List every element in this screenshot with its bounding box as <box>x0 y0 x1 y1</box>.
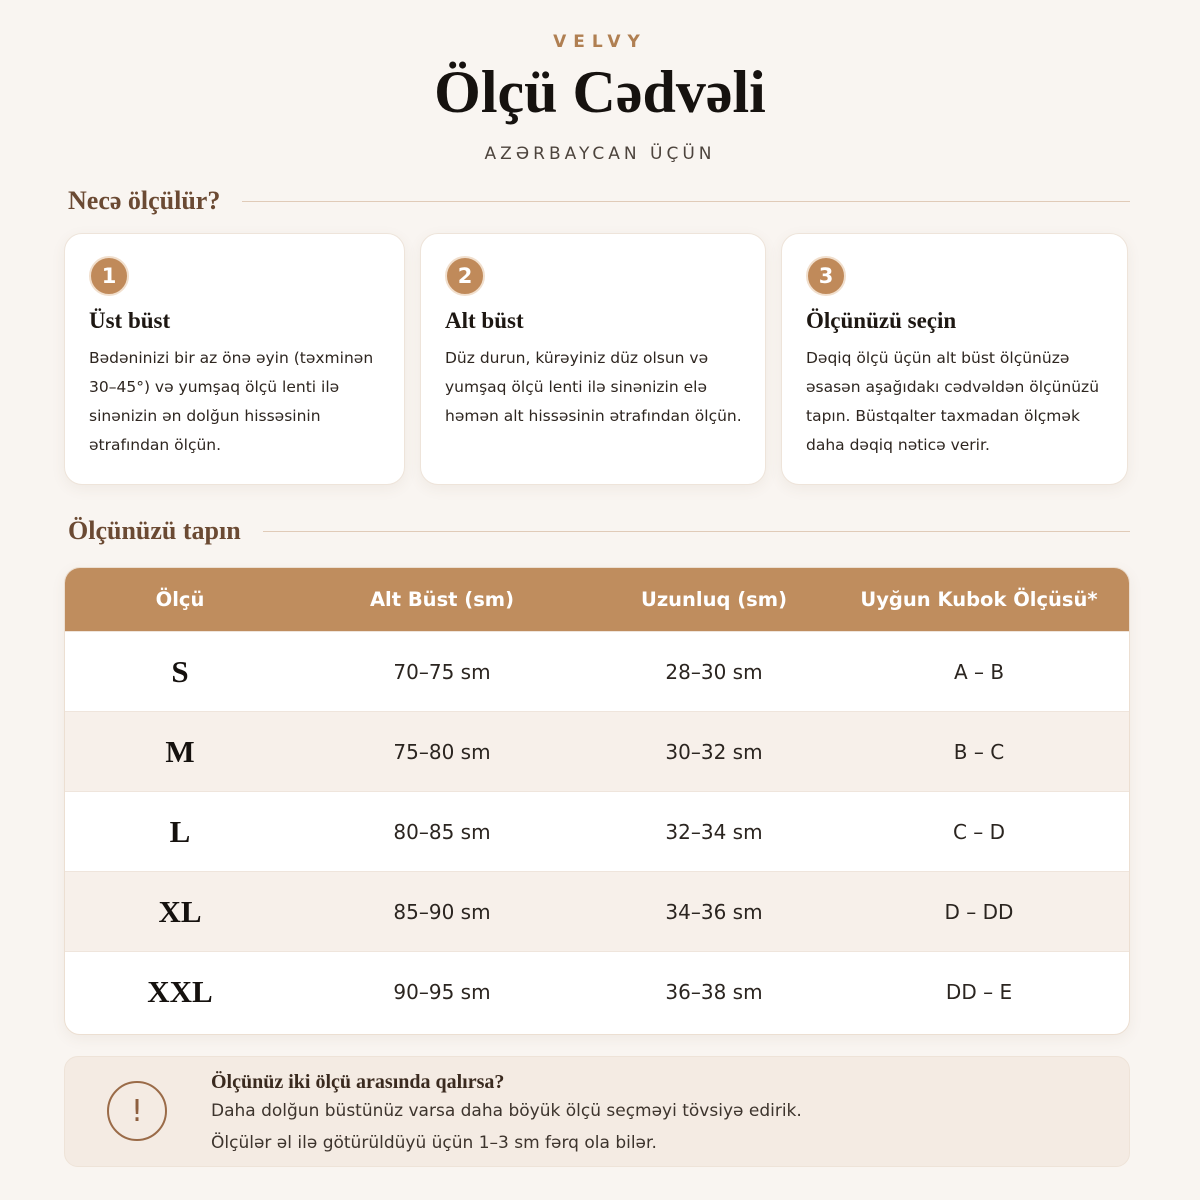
size-cell: L <box>169 814 191 849</box>
underbust-cell: 70–75 sm <box>393 660 491 684</box>
section-title: Ölçünüzü tapın <box>68 516 241 545</box>
fit-tip-note <box>64 1056 1130 1167</box>
length-cell: 32–34 sm <box>665 820 763 844</box>
table-row <box>65 951 1129 1031</box>
column-header-size: Ölçü <box>155 588 205 611</box>
size-cell: M <box>165 734 195 769</box>
cup-cell: D – DD <box>944 900 1014 924</box>
step-title: Ölçünüzü seçin <box>806 308 957 333</box>
step-title: Üst büst <box>89 308 171 333</box>
note-line: Ölçülər əl ilə götürüldüyü üçün 1–3 sm fərq ola bilər. <box>211 1133 657 1153</box>
underbust-cell: 85–90 sm <box>393 900 491 924</box>
table-row <box>65 871 1129 951</box>
table-row <box>65 631 1129 711</box>
cup-cell: A – B <box>953 660 1005 684</box>
divider <box>263 531 1130 532</box>
note-line: Daha dolğun büstünüz varsa daha böyük ölçü seçməyi tövsiyə edirik. <box>211 1101 802 1121</box>
column-header-cup: Uyğun Kubok Ölçüsü* <box>860 588 1098 611</box>
step-description: Düz durun, kürəyiniz düz olsun və yumşaq ölçü lenti ilə sinənizin elə həmən alt hissəsinin ətrafından ölçün. <box>445 349 742 425</box>
table-row <box>65 711 1129 791</box>
step-card-1 <box>64 233 405 485</box>
length-cell: 36–38 sm <box>665 980 763 1004</box>
step-card-3 <box>781 233 1128 485</box>
size-cell: XXL <box>147 974 213 1009</box>
size-cell: S <box>171 654 189 689</box>
exclamation-circle-icon: ! <box>107 1081 167 1141</box>
underbust-cell: 90–95 sm <box>393 980 491 1004</box>
step-description: Dəqiq ölçü üçün alt büst ölçünüzə əsasən aşağıdakı cədvəldən ölçünüzü tapın. Büstqalter taxmadan ölçmək daha dəqiq nəticə verir. <box>806 349 1100 454</box>
table-row <box>65 791 1129 871</box>
column-header-underbust: Alt Büst (sm) <box>369 588 515 611</box>
find-size-heading <box>68 516 1130 546</box>
step-card-2 <box>420 233 766 485</box>
section-title: Necə ölçülür? <box>68 186 221 215</box>
divider <box>242 201 1130 202</box>
column-header-length: Uzunluq (sm) <box>640 588 787 611</box>
underbust-cell: 80–85 sm <box>393 820 491 844</box>
length-cell: 34–36 sm <box>665 900 763 924</box>
size-table <box>64 567 1130 1035</box>
length-cell: 28–30 sm <box>665 660 763 684</box>
step-number-badge: 1 <box>89 256 129 296</box>
page-subtitle: AZƏRBAYCAN ÜÇÜN <box>484 144 716 164</box>
how-to-measure-heading <box>68 186 1130 216</box>
underbust-cell: 75–80 sm <box>393 740 491 764</box>
step-title: Alt büst <box>445 308 524 333</box>
step-number-badge: 3 <box>806 256 846 296</box>
cup-cell: DD – E <box>945 980 1013 1004</box>
brand-name: VELVY <box>553 32 647 52</box>
step-description: Bədəninizi bir az önə əyin (təxminən 30–45°) və yumşaq ölçü lenti ilə sinənizin ən dolğun hissəsinin ətrafından ölçün. <box>89 349 374 454</box>
table-header <box>65 568 1129 631</box>
size-cell: XL <box>158 894 202 929</box>
cup-cell: C – D <box>952 820 1006 844</box>
step-number-badge: 2 <box>445 256 485 296</box>
page-title: Ölçü Cədvəli <box>434 59 766 125</box>
cup-cell: B – C <box>953 740 1005 764</box>
note-title: Ölçünüz iki ölçü arasında qalırsa? <box>211 1071 505 1093</box>
length-cell: 30–32 sm <box>665 740 763 764</box>
